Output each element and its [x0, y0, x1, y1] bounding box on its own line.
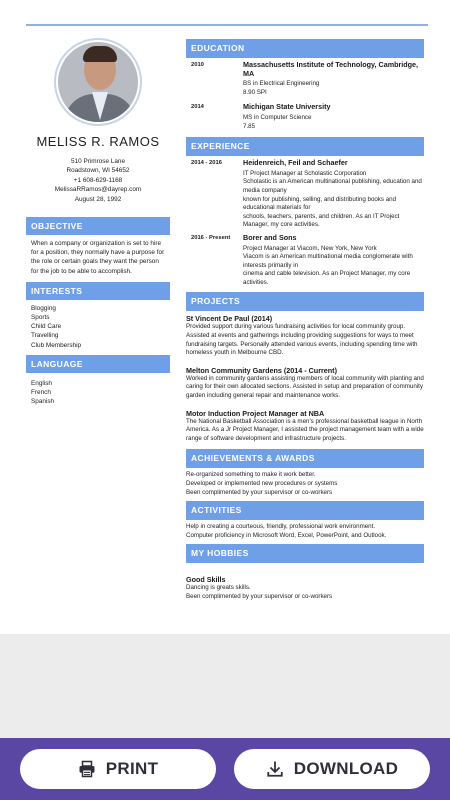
list-item: Blogging — [31, 304, 56, 312]
top-divider — [26, 24, 428, 26]
list-item: English — [31, 379, 52, 387]
list-item: Travelling — [31, 332, 59, 340]
list-item: French — [31, 389, 51, 397]
list-item: Sports — [31, 314, 50, 322]
education-year: 2010 — [191, 62, 204, 68]
profile-photo — [58, 42, 138, 122]
score: 7.85 — [243, 122, 256, 130]
activity-line: Computer proficiency in Microsoft Word, Excel, PowerPoint, and Outlook. — [186, 531, 387, 539]
hobbies-heading: MY HOBBIES — [186, 544, 424, 563]
degree: BS in Electrical Engineering — [243, 80, 320, 88]
education-entry — [186, 61, 424, 97]
objective-text: When a company or organization is set to hire for a position, they normally have a purpose for the role or certain goals they want the person for the job to be able to accomplish. — [31, 240, 165, 275]
interests-heading: INTERESTS — [26, 282, 170, 300]
project-title: Motor Induction Project Manager at NBA — [186, 408, 325, 418]
company-name: Heidenreich, Feil and Schaefer — [243, 158, 348, 168]
list-item: Spanish — [31, 398, 55, 406]
education-entry — [186, 103, 424, 131]
print-icon — [78, 760, 96, 778]
objective-heading: OBJECTIVE — [26, 217, 170, 235]
download-icon — [266, 760, 284, 778]
download-button[interactable] — [234, 749, 430, 789]
dob-line: August 28, 1992 — [74, 195, 122, 203]
school-name: Michigan State University — [243, 102, 331, 112]
project-text: Provided support during various fundraising activities for local community group. Assisted at events and gatherings including providing suggestions for ways to meet fundraising targets. Personally attended various events, including spending time with homeless youth in Melbourne CBD. — [186, 323, 418, 357]
experience-line: Scholastic is an American multinational publishing, education and media company — [243, 178, 422, 194]
activity-line: Help in creating a courteous, friendly, professional work environment. — [186, 523, 376, 531]
avatar — [54, 38, 142, 126]
project-text: range of software development and infrastructure projects. — [186, 434, 346, 442]
language-heading: LANGUAGE — [26, 355, 170, 373]
experience-dates: 2016 - Present — [191, 234, 231, 241]
experience-entry — [186, 234, 424, 288]
education-heading: EDUCATION — [186, 39, 424, 58]
interests-list — [26, 300, 170, 350]
company-name: Borer and Sons — [243, 232, 297, 242]
projects-heading: PROJECTS — [186, 292, 424, 311]
hobby-line: Dancing is greats skills. — [186, 584, 251, 592]
right-column — [186, 39, 424, 602]
experience-line: Viacom is an American multinational media conglomerate with interests primarily in — [243, 253, 413, 269]
project-text: America. As a Jr Project Manager, I assisted the project management team with a wide — [186, 426, 424, 434]
address-line: 510 Primrose Lane — [71, 158, 125, 165]
achievement-line: Been complimented by your supervisor or co-workers — [186, 488, 333, 496]
experience-line: schools, teachers, parents, and children. As an IT Project Manager, my core activities. — [243, 212, 400, 229]
email-line: MelissaRRamos@dayrep.com — [54, 186, 142, 194]
experience-heading: EXPERIENCE — [186, 137, 424, 156]
project-title: St Vincent De Paul (2014) — [186, 314, 273, 324]
print-button[interactable] — [20, 749, 216, 789]
project-text: The National Basketball Association is a men's professional basketball league in North — [186, 417, 423, 425]
left-column — [26, 38, 170, 406]
experience-dates: 2014 - 2016 — [191, 160, 222, 167]
candidate-name: MELISS R. RAMOS — [36, 134, 160, 149]
experience-line: IT Project Manager at Scholastic Corporation — [243, 169, 367, 177]
score: 8.90 SPI — [243, 88, 267, 96]
experience-line: cinema and cable television. As an Project Manager, my core activities. — [243, 270, 411, 286]
print-label: PRINT — [105, 759, 159, 778]
experience-entry — [186, 159, 424, 230]
language-list — [26, 373, 170, 407]
download-label: DOWNLOAD — [293, 759, 399, 778]
list-item: Child Care — [31, 323, 62, 331]
achievement-line: Developed or implemented new procedures or systems — [186, 480, 338, 487]
school-name: Massachusetts Institute of Technology, Cambridge, MA — [243, 60, 419, 78]
list-item: Club Membership — [31, 341, 82, 349]
education-year: 2014 — [191, 104, 204, 111]
phone-line: +1 608-629-1168 — [73, 176, 123, 184]
city-line: Roadstown, WI 54652 — [66, 167, 130, 175]
project-title: Melton Community Gardens (2014 - Current) — [186, 365, 337, 375]
activities-heading: ACTIVITIES — [186, 501, 424, 520]
project-text: Worked in community gardens assisting members of local community with planting and caring for their own allocated sections. Assisted in setup and preparation of community garden including general repair and maintenance works. — [186, 374, 424, 400]
contact-info — [26, 157, 170, 204]
hobby-line: Been complimented by your supervisor or co-workers — [186, 592, 333, 600]
achievement-line: Re-organized something to make it work better. — [186, 471, 316, 479]
experience-line: Project Manager at Viacom, New York, New York — [243, 244, 377, 252]
degree: MS in Computer Science — [243, 113, 312, 121]
hobby-title: Good Skills — [186, 575, 226, 585]
achievements-heading: ACHIEVEMENTS & AWARDS — [186, 449, 424, 468]
experience-line: known for publishing, selling, and distributing books and educational materials for — [243, 195, 397, 212]
